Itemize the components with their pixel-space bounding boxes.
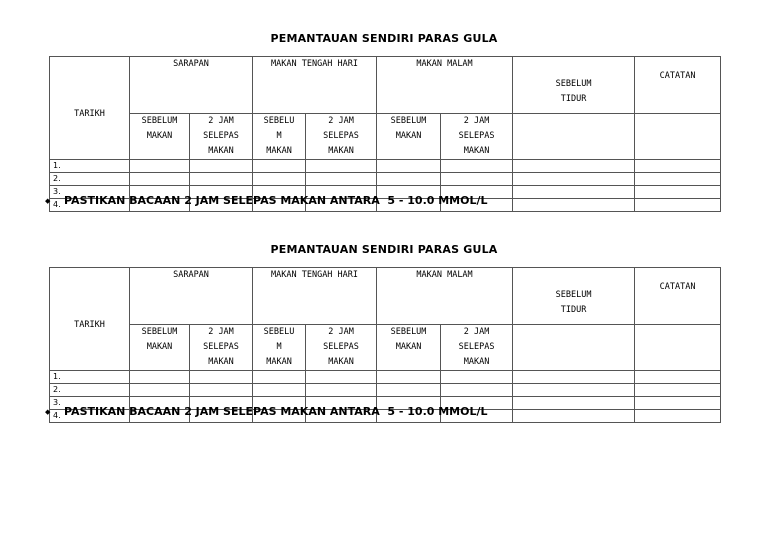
sub-sebelum-makan: SEBELUM MAKAN [377, 325, 441, 371]
header-sarapan: SARAPAN [130, 57, 253, 114]
entry-cell[interactable] [306, 384, 377, 397]
sub-sebelum-makan: SEBELU M MAKAN [253, 325, 306, 371]
entry-cell[interactable] [190, 384, 253, 397]
entry-cell[interactable] [635, 173, 721, 186]
entry-cell[interactable] [306, 371, 377, 384]
entry-cell[interactable] [306, 160, 377, 173]
table-row [50, 160, 721, 173]
header-tarikh: TARIKH [50, 268, 130, 371]
sub-2-jam-selepas-makan: 2 JAM SELEPAS MAKAN [190, 114, 253, 160]
sub-sebelum-makan: SEBELU M MAKAN [253, 114, 306, 160]
note-text: PASTIKAN BACAAN 2 JAM SELEPAS MAKAN ANTARA 5 - 10.0 MMOL/L [64, 194, 488, 207]
entry-cell[interactable] [513, 186, 635, 199]
row-number: 4. [50, 199, 130, 212]
row-number: 1. [50, 371, 130, 384]
row-number: 2. [50, 384, 130, 397]
entry-cell[interactable] [635, 199, 721, 212]
note-line [45, 194, 488, 207]
note-text: PASTIKAN BACAAN 2 JAM SELEPAS MAKAN ANTARA 5 - 10.0 MMOL/L [64, 405, 488, 418]
form-title: PEMANTAUAN SENDIRI PARAS GULA [270, 243, 498, 256]
entry-cell[interactable] [635, 186, 721, 199]
entry-cell[interactable] [441, 160, 513, 173]
form-title: PEMANTAUAN SENDIRI PARAS GULA [270, 32, 498, 45]
entry-cell[interactable] [253, 173, 306, 186]
sub-sebelum-makan: SEBELUM MAKAN [377, 114, 441, 160]
entry-cell[interactable] [635, 410, 721, 423]
entry-cell[interactable] [190, 160, 253, 173]
entry-cell[interactable] [513, 384, 635, 397]
sub-sebelum-makan: SEBELUM MAKAN [130, 114, 190, 160]
row-number: 1. [50, 160, 130, 173]
diamond-bullet-icon: ◆ [45, 408, 51, 416]
sub-sebelum-makan: SEBELUM MAKAN [130, 325, 190, 371]
row-number: 4. [50, 410, 130, 423]
entry-cell[interactable] [513, 173, 635, 186]
entry-cell[interactable] [130, 371, 190, 384]
header-sebelum-tidur: SEBELUM TIDUR [513, 57, 635, 114]
entry-cell[interactable] [635, 160, 721, 173]
header-sebelum-tidur: SEBELUM TIDUR [513, 268, 635, 325]
entry-cell[interactable] [513, 410, 635, 423]
empty-cell [513, 114, 635, 160]
entry-cell[interactable] [253, 160, 306, 173]
header-makan-tengah-hari: MAKAN TENGAH HARI [253, 57, 377, 114]
note-line [45, 405, 488, 418]
header-makan-tengah-hari: MAKAN TENGAH HARI [253, 268, 377, 325]
entry-cell[interactable] [377, 371, 441, 384]
empty-cell [635, 325, 721, 371]
entry-cell[interactable] [190, 173, 253, 186]
entry-cell[interactable] [130, 173, 190, 186]
entry-cell[interactable] [253, 371, 306, 384]
entry-cell[interactable] [377, 384, 441, 397]
entry-cell[interactable] [130, 384, 190, 397]
glucose-log-table [49, 56, 721, 212]
entry-cell[interactable] [513, 199, 635, 212]
sub-2-jam-selepas-makan: 2 JAM SELEPAS MAKAN [441, 114, 513, 160]
sub-2-jam-selepas-makan: 2 JAM SELEPAS MAKAN [306, 325, 377, 371]
header-catatan: CATATAN [635, 268, 721, 325]
sub-2-jam-selepas-makan: 2 JAM SELEPAS MAKAN [306, 114, 377, 160]
sub-2-jam-selepas-makan: 2 JAM SELEPAS MAKAN [190, 325, 253, 371]
glucose-log-table [49, 267, 721, 423]
entry-cell[interactable] [441, 371, 513, 384]
row-number: 3. [50, 397, 130, 410]
entry-cell[interactable] [513, 397, 635, 410]
entry-cell[interactable] [441, 384, 513, 397]
entry-cell[interactable] [377, 160, 441, 173]
entry-cell[interactable] [253, 384, 306, 397]
header-sarapan: SARAPAN [130, 268, 253, 325]
entry-cell[interactable] [130, 160, 190, 173]
diamond-bullet-icon: ◆ [45, 197, 51, 205]
entry-cell[interactable] [441, 173, 513, 186]
header-catatan: CATATAN [635, 57, 721, 114]
header-tarikh: TARIKH [50, 57, 130, 160]
sub-2-jam-selepas-makan: 2 JAM SELEPAS MAKAN [441, 325, 513, 371]
row-number: 3. [50, 186, 130, 199]
table-row [50, 384, 721, 397]
entry-cell[interactable] [190, 371, 253, 384]
entry-cell[interactable] [635, 397, 721, 410]
row-number: 2. [50, 173, 130, 186]
header-makan-malam: MAKAN MALAM [377, 268, 513, 325]
header-makan-malam: MAKAN MALAM [377, 57, 513, 114]
entry-cell[interactable] [306, 173, 377, 186]
entry-cell[interactable] [377, 173, 441, 186]
entry-cell[interactable] [513, 160, 635, 173]
entry-cell[interactable] [513, 371, 635, 384]
entry-cell[interactable] [635, 371, 721, 384]
empty-cell [635, 114, 721, 160]
table-row [50, 173, 721, 186]
entry-cell[interactable] [635, 384, 721, 397]
table-row [50, 371, 721, 384]
empty-cell [513, 325, 635, 371]
